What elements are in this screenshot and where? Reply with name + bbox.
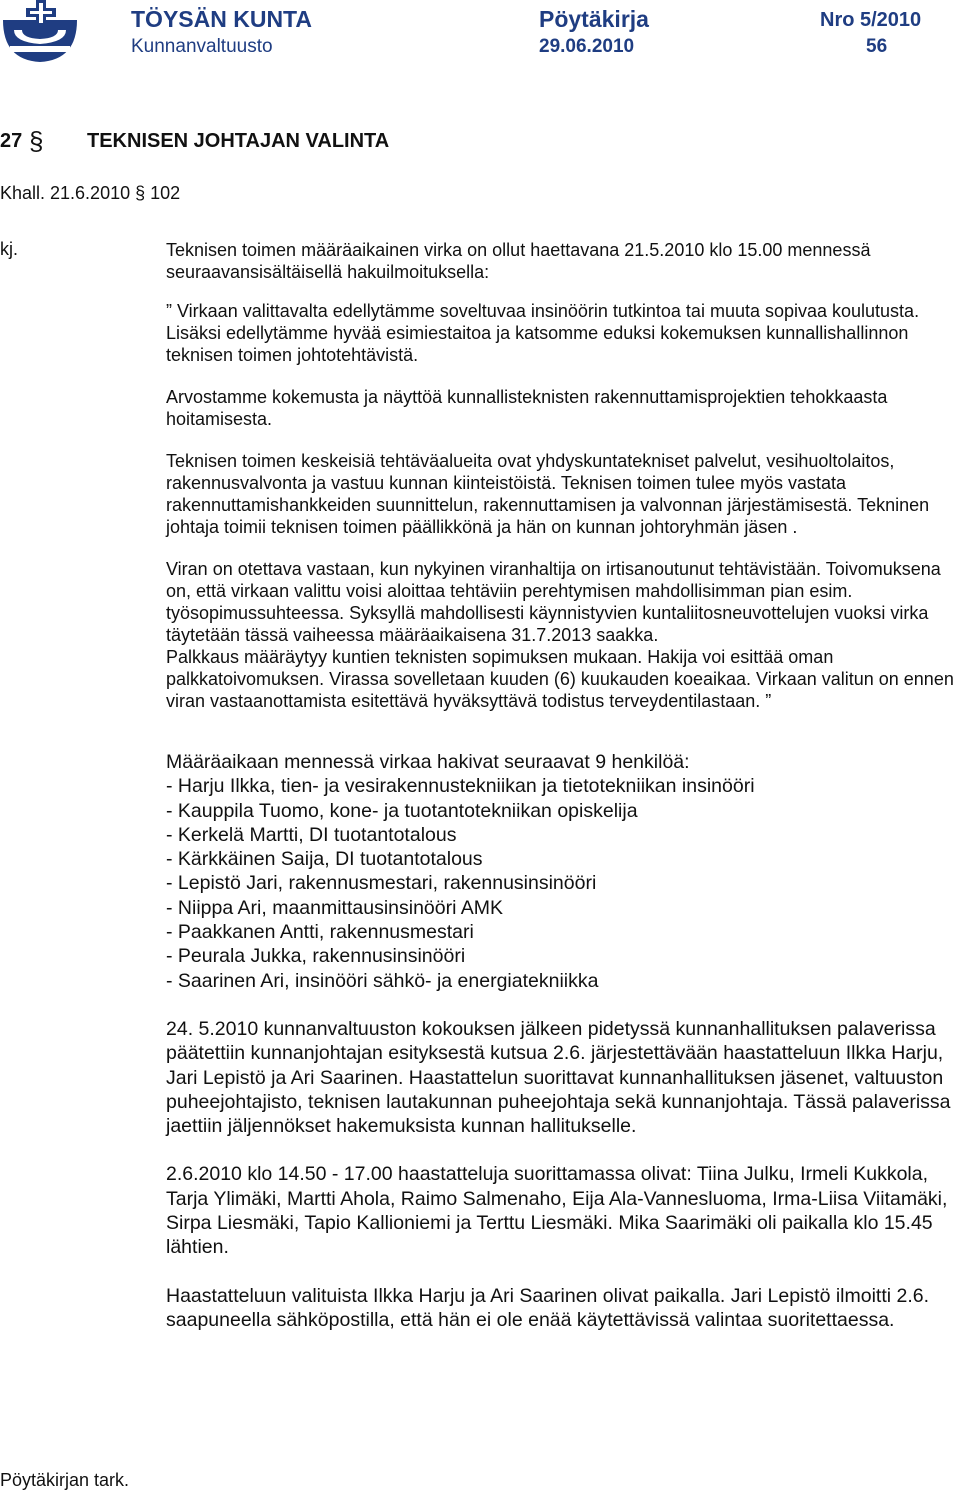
previous-reference: Khall. 21.6.2010 § 102 <box>0 183 181 203</box>
interview-paragraph: 2.6.2010 klo 14.50 - 17.00 haastatteluja suorittamassa olivat: Tiina Julku, Irmeli Kukkola, Tarja Ylimäki, Martti Ahola, Raimo Salmenaho, Eija Ala-Vannesluoma, Irma-Liisa Viitamäki, Sirpa Liesmäki, Tapio Kallioniemi ja Terttu Liesmäki. Mika Saarimäki oli paikalla klo 15.45 lähtien. <box>166 1163 948 1259</box>
quote-paragraph: Arvostamme kokemusta ja näyttöä kunnallisteknisten rakennuttamisprojektien tehokkaasta hoitamisesta. <box>166 387 888 429</box>
document-type: Pöytäkirja <box>539 6 649 32</box>
applicants-intro: Määräaikaan mennessä virkaa hakivat seuraavat 9 henkilöä: <box>166 751 690 773</box>
attendance-paragraph: Haastatteluun valituista Ilkka Harju ja Ari Saarinen olivat paikalla. Jari Lepistö ilmoitti 2.6. saapuneella sähköpostilla, että hän ei ole enää käytettävissä valintaa suoritettaessa. <box>166 1284 930 1331</box>
applicant-item: - Kerkelä Martti, DI tuotantotalous <box>166 823 457 846</box>
document-number: Nro 5/2010 <box>820 9 922 31</box>
applicant-item: - Lepistö Jari, rakennusmestari, rakennusinsinööri <box>166 872 597 895</box>
applicants-section <box>166 750 956 1332</box>
coat-of-arms-icon <box>0 0 80 62</box>
applicant-item: - Peurala Jukka, rakennusinsinööri <box>166 945 466 968</box>
quote-paragraph: Viran on otettava vastaan, kun nykyinen viranhaltija on irtisanoutunut tehtävistään. Toivomuksena on, että virkaan valittu voisi aloittaa tehtäviin perehtymisen mahdollisimman pian esim. työsopimussuhteessa. Syksyllä mahdollisesti käynnistyvien kuntaliitosneuvottelujen vuoksi virka täytetään tässä vaiheessa määräaikaisena 31.7.2013 saakka. <box>166 559 941 645</box>
page-number: 56 <box>866 36 888 57</box>
meeting-paragraph: 24. 5.2010 kunnanvaltuuston kokouksen jälkeen pidetyssä kunnanhallituksen palaverissa päätettiin kunnanjohtajan esityksestä kutsua 2.6. järjestettävään haastatteluun Ilkka Harju, Jari Lepistö ja Ari Saarinen. Haastattelun suorittavat kunnanhallituksen jäsenet, valtuuston puheejohtajisto, teknisen lautakunnan puheejohtaja sekä kunnanjohtaja. Tässä palaverissa jaettiin jäljennökset hakemuksista kunnan hallitukselle. <box>166 1017 951 1138</box>
minutes-verification-label: Pöytäkirjan tark. <box>0 1470 130 1490</box>
municipality-name: TÖYSÄN KUNTA <box>131 6 313 32</box>
section-title: TEKNISEN JOHTAJAN VALINTA <box>87 130 390 152</box>
meeting-date: 29.06.2010 <box>539 36 635 57</box>
section-number: 27 <box>0 130 23 152</box>
document-header <box>0 0 960 62</box>
section-body <box>166 239 956 1332</box>
applicant-item: - Harju Ilkka, tien- ja vesirakennustekniikan ja tietotekniikan insinööri <box>166 775 755 798</box>
applicant-item: - Kauppila Tuomo, kone- ja tuotantotekniikan opiskelija <box>166 799 638 822</box>
intro-paragraph: Teknisen toimen määräaikainen virka on ollut haettavana 21.5.2010 klo 15.00 mennessä seuraavansisältäisellä hakuilmoituksella: <box>166 240 871 282</box>
applicant-item: - Saarinen Ari, insinööri sähkö- ja energiatekniikka <box>166 969 599 992</box>
quote-paragraph: ” Virkaan valittavalta edellytämme soveltuvaa insinöörin tutkintoa tai muuta sopivaa koulutusta. Lisäksi edellytämme hyvää esimiestaitoa ja katsomme eduksi kokemuksen kunnallishallinnon teknisen toimen johtotehtävistä. <box>166 301 920 365</box>
applicant-item: - Paakkanen Antti, rakennusmestari <box>166 921 474 944</box>
applicant-item: - Kärkkäinen Saija, DI tuotantotalous <box>166 848 483 871</box>
quote-paragraph: Teknisen toimen keskeisiä tehtäväalueita ovat yhdyskuntatekniset palvelut, vesihuoltolaitos, rakennusvalvonta ja vastuu kunnan kiinteistöistä. Teknisen toimen tulee myös vastata rakennuttamishankkeiden suunnittelun, rakennuttamisen ja valvonnan järjestämisestä. Tekninen johtaja toimii teknisen toimen päällikkönä ja hän on kunnan johtoryhmän jäsen . <box>166 451 930 537</box>
section-symbol: § <box>29 126 44 156</box>
applicant-item: - Niippa Ari, maanmittausinsinööri AMK <box>166 896 504 919</box>
governing-body: Kunnanvaltuusto <box>131 36 273 57</box>
author-label: kj. <box>0 239 18 259</box>
quote-paragraph: Palkkaus määräytyy kuntien teknisten sopimuksen mukaan. Hakija voi esittää oman palkkatoivomuksen. Virassa sovelletaan kuuden (6) kuukauden koeaikaa. Virkaan valitun on ennen viran vastaanottamista esitettävä hyväksyttävä todistus terveydentilastaan. ” <box>166 647 954 711</box>
